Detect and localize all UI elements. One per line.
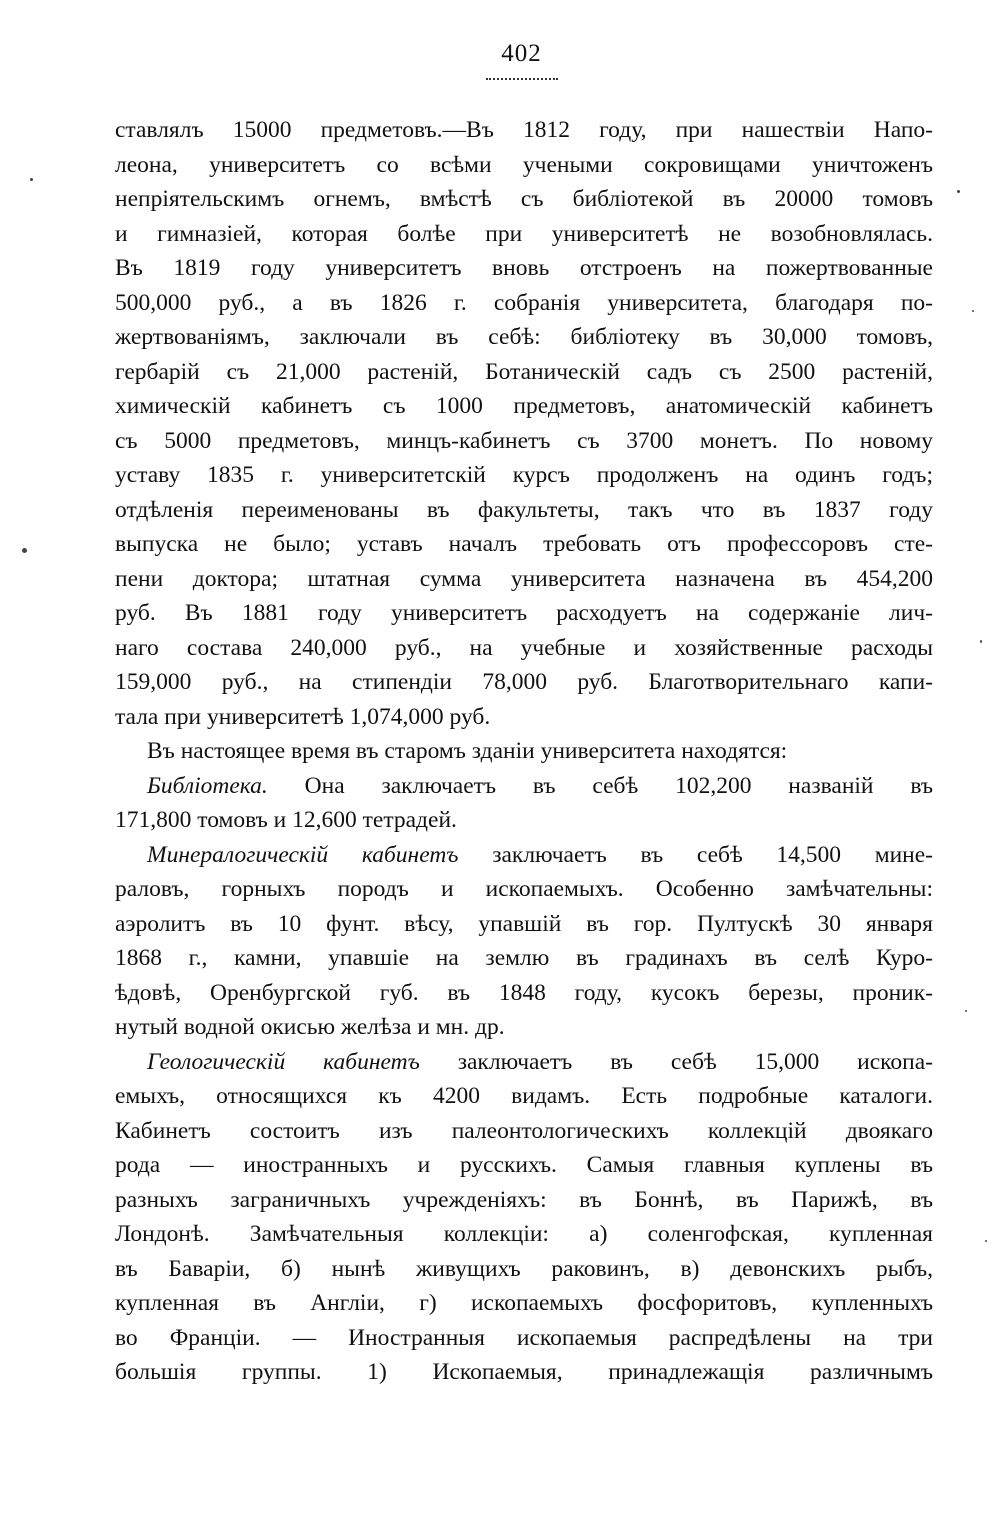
- text-line: [115, 941, 933, 976]
- text-run: заключаетъ въ себѣ 15,000 ископа-: [419, 1048, 933, 1075]
- text-line: [115, 631, 933, 666]
- text-run: Кабинетъ состоитъ изъ палеонтологическихъ коллекцій двоякаго: [115, 1117, 933, 1144]
- text-line: [115, 838, 933, 873]
- text-run: наго состава 240,000 руб., на учебные и хозяйственные расходы: [115, 634, 933, 661]
- text-run: Въ настоящее время въ старомъ зданіи университета находятся:: [147, 738, 788, 764]
- text-line: [115, 1010, 933, 1045]
- text-run: аэролитъ въ 10 фунт. вѣсу, упавшій въ гор. Пултускѣ 30 января: [115, 910, 933, 937]
- text-run: уставу 1835 г. университетскій курсъ продолженъ на одинъ годъ;: [115, 462, 933, 488]
- text-line: [115, 700, 933, 735]
- text-line: [115, 734, 933, 769]
- text-run: непріятельскимъ огнемъ, вмѣстѣ съ библіотекой въ 20000 томовъ: [115, 186, 933, 212]
- text-line: [115, 355, 933, 390]
- page-number: 402: [501, 40, 542, 67]
- text-run: выпуска не было; уставъ началъ требовать отъ профессоровъ сте-: [115, 531, 933, 557]
- text-line: [115, 1183, 933, 1218]
- text-run: ставлялъ 15000 предметовъ.—Въ 1812 году, при нашествіи Напо-: [115, 117, 933, 143]
- text-line: [115, 1114, 933, 1149]
- text-run: и гимназіей, которая болѣе при университетѣ не возобновлялась.: [115, 220, 933, 247]
- text-run: заключаетъ въ себѣ 14,500 мине-: [458, 841, 933, 868]
- text-line: [115, 251, 933, 286]
- text-line: [115, 320, 933, 355]
- text-run: емыхъ, относящихся къ 4200 видамъ. Есть подробные каталоги.: [115, 1083, 933, 1109]
- text-run: купленная въ Англіи, г) ископаемыхъ фосфоритовъ, купленныхъ: [115, 1290, 933, 1316]
- text-line: [115, 182, 933, 217]
- text-line: [115, 1252, 933, 1287]
- text-line: [115, 665, 933, 700]
- text-line: [115, 424, 933, 459]
- text-line: [115, 1148, 933, 1183]
- text-run: леона, университетъ со всѣми учеными сокровищами уничтоженъ: [115, 151, 933, 178]
- scan-speck: [972, 310, 974, 312]
- text-line: [115, 458, 933, 493]
- text-line: [115, 286, 933, 321]
- text-line: [115, 1321, 933, 1356]
- scan-speck: [957, 190, 960, 193]
- italic-heading: Геологическій кабинетъ: [147, 1048, 420, 1075]
- text-line: [115, 1286, 933, 1321]
- text-run: химическій кабинетъ съ 1000 предметовъ, анатомическій кабинетъ: [115, 393, 933, 419]
- text-run: руб. Въ 1881 году университетъ расходуетъ на содержаніе лич-: [115, 600, 933, 626]
- text-line: [115, 389, 933, 424]
- text-run: тала при университетѣ 1,074,000 руб.: [115, 703, 491, 730]
- text-line: [115, 493, 933, 528]
- text-run: отдѣленія переименованы въ факультеты, такъ что въ 1837 году: [115, 496, 933, 523]
- text-run: пени доктора; штатная сумма университета назначена въ 454,200: [115, 565, 933, 592]
- text-line: [115, 1355, 933, 1390]
- italic-heading: Минералогическій кабинетъ: [147, 841, 459, 868]
- text-line: [115, 976, 933, 1011]
- text-run: раловъ, горныхъ породъ и ископаемыхъ. Особенно замѣчательны:: [115, 876, 933, 902]
- text-line: [115, 769, 933, 804]
- text-line: [115, 1079, 933, 1114]
- scan-speck: [985, 1240, 987, 1242]
- text-run: Лондонѣ. Замѣчательныя коллекціи: а) соленгофская, купленная: [115, 1221, 933, 1247]
- text-line: [115, 596, 933, 631]
- text-run: во Франціи. — Иностранныя ископаемыя распредѣлены на три: [115, 1324, 933, 1351]
- text-run: ѣдовѣ, Оренбургской губ. въ 1848 году, кусокъ березы, проник-: [115, 979, 933, 1006]
- text-run: 159,000 руб., на стипендіи 78,000 руб. Благотворительнаго капи-: [115, 669, 933, 695]
- text-run: разныхъ заграничныхъ учрежденіяхъ: въ Боннѣ, въ Парижѣ, въ: [115, 1186, 933, 1213]
- text-line: [115, 803, 933, 838]
- text-line: [115, 907, 933, 942]
- text-line: [115, 1045, 933, 1080]
- text-run: въ Баваріи, б) нынѣ живущихъ раковинъ, в) девонскихъ рыбъ,: [115, 1255, 933, 1282]
- scan-speck: [22, 548, 27, 553]
- text-line: [115, 113, 933, 148]
- text-run: рода — иностранныхъ и русскихъ. Самыя главныя куплены въ: [115, 1152, 933, 1178]
- text-run: нутый водной окисью желѣза и мн. др.: [115, 1014, 505, 1040]
- page-number-rule: [486, 78, 558, 80]
- text-line: [115, 872, 933, 907]
- text-line: [115, 562, 933, 597]
- scan-speck: [980, 640, 982, 643]
- italic-heading: Библіотека.: [147, 772, 268, 799]
- text-run: Въ 1819 году университетъ вновь отстроенъ на пожертвованные: [115, 255, 933, 281]
- text-line: [115, 148, 933, 183]
- text-line: [115, 1217, 933, 1252]
- text-line: [115, 217, 933, 252]
- text-run: 171,800 томовъ и 12,600 тетрадей.: [115, 807, 457, 833]
- text-run: жертвованіямъ, заключали въ себѣ: библіотеку въ 30,000 томовъ,: [115, 324, 933, 350]
- text-run: 1868 г., камни, упавшіе на землю въ градинахъ въ селѣ Куро-: [115, 945, 933, 971]
- text-run: гербарій съ 21,000 растеній, Ботаническій садъ съ 2500 растеній,: [115, 358, 933, 385]
- text-run: 500,000 руб., а въ 1826 г. собранія университета, благодаря по-: [115, 289, 933, 316]
- scan-speck: [965, 1010, 967, 1012]
- text-run: Она заключаетъ въ себѣ 102,200 названій въ: [267, 772, 933, 799]
- text-run: съ 5000 предметовъ, минцъ-кабинетъ съ 3700 монетъ. По новому: [115, 427, 933, 454]
- text-line: [115, 527, 933, 562]
- scan-speck: [30, 178, 33, 181]
- body-text: [115, 113, 933, 1390]
- text-run: большія группы. 1) Ископаемыя, принадлежащія различнымъ: [115, 1359, 933, 1385]
